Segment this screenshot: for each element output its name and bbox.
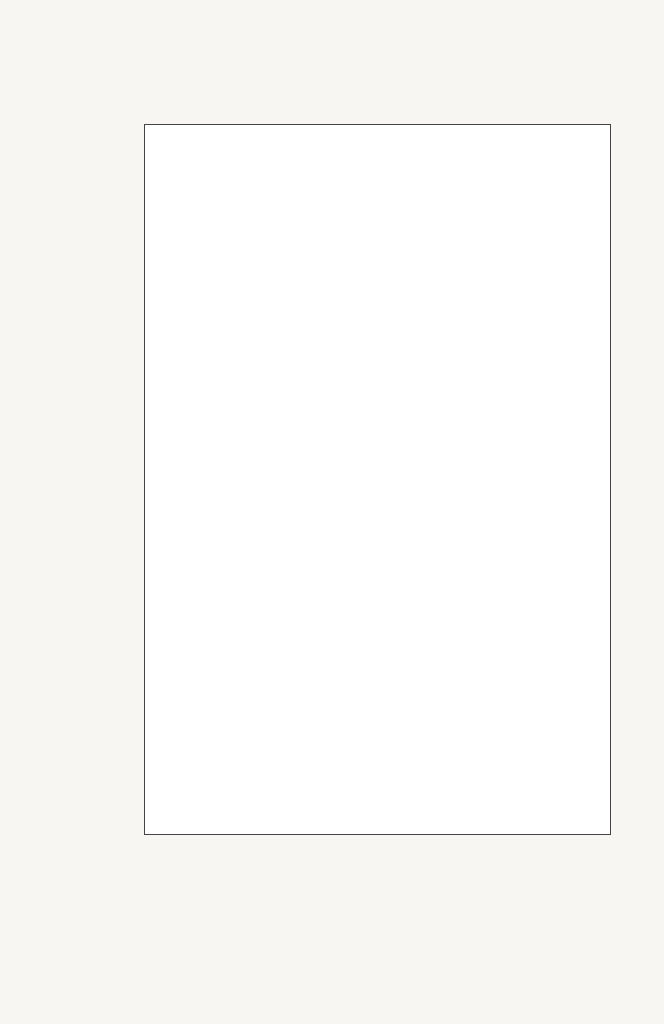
tzolkin-grid — [144, 124, 611, 835]
